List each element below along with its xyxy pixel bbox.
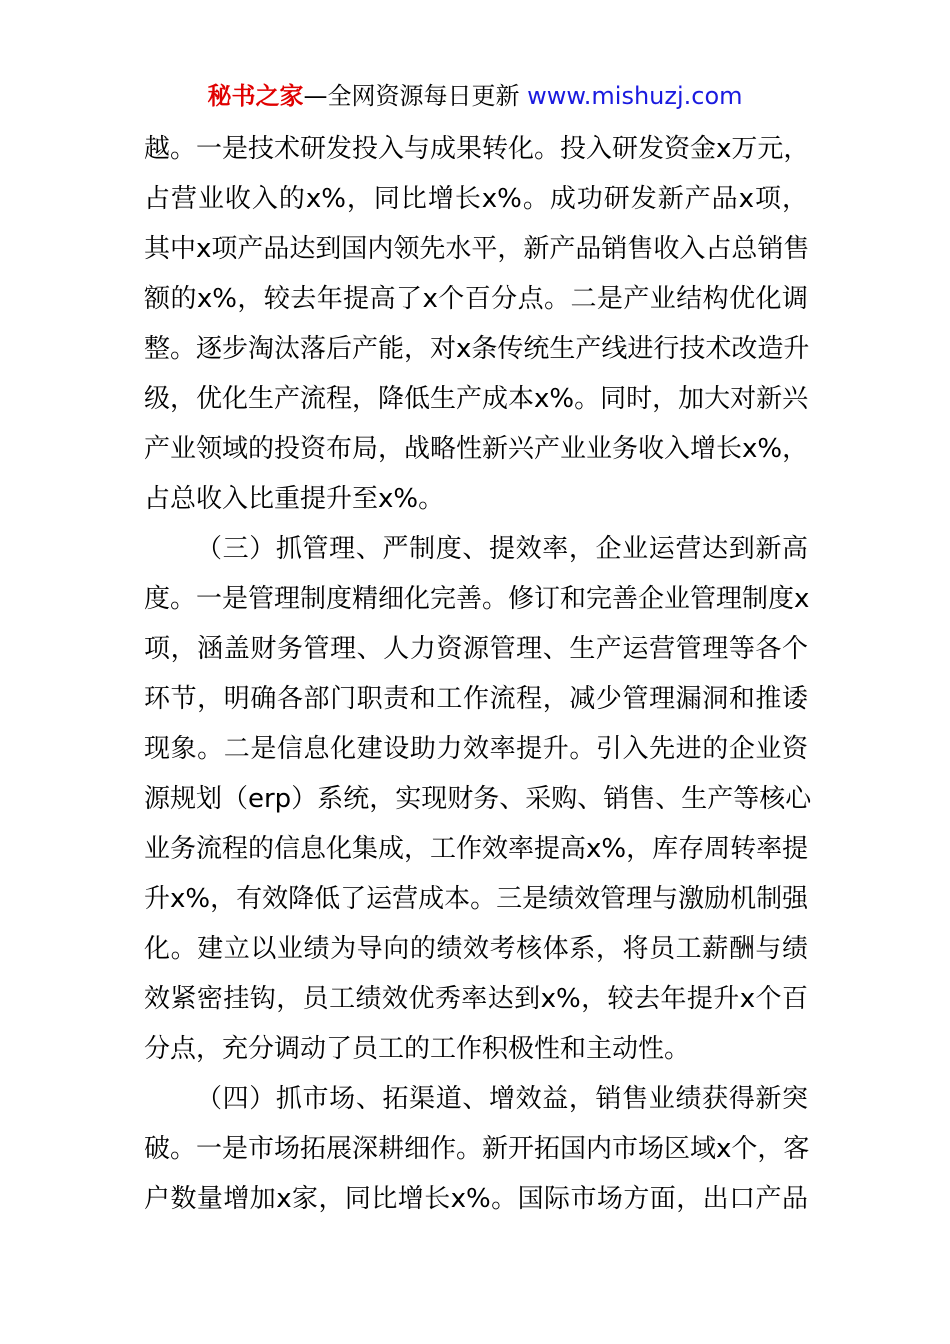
text-line: 效紧密挂钩，员工绩效优秀率达到x%，较去年提升x个百 (144, 984, 808, 1014)
text-line: 业务流程的信息化集成，工作效率提高x%，库存周转率提 (144, 834, 809, 864)
text-line: 分点，充分调动了员工的工作积极性和主动性。 (144, 1034, 691, 1064)
text-line: 化。建立以业绩为导向的绩效考核体系，将员工薪酬与绩 (144, 934, 808, 964)
page-header (0, 78, 950, 114)
text-line: 项，涵盖财务管理、人力资源管理、生产运营管理等各个 (144, 634, 808, 664)
header-tagline: —全网资源每日更新 (303, 82, 528, 110)
text-line: 整。逐步淘汰落后产能，对x条传统生产线进行技术改造升 (144, 334, 810, 364)
section-heading-line: （三）抓管理、严制度、提效率，企业运营达到新高 (196, 534, 808, 564)
text-line: 其中x项产品达到国内领先水平，新产品销售收入占总销售 (144, 234, 810, 264)
text-line: 破。一是市场拓展深耕细作。新开拓国内市场区域x个，客 (144, 1134, 810, 1164)
text-line: 现象。二是信息化建设助力效率提升。引入先进的企业资 (144, 734, 808, 764)
text-line: 环节，明确各部门职责和工作流程，减少管理漏洞和推诿 (144, 684, 808, 714)
document-body (144, 124, 812, 1224)
header-brand: 秘书之家 (207, 82, 304, 110)
text-line: 越。一是技术研发投入与成果转化。投入研发资金x万元， (144, 134, 810, 164)
text-line: 占营业收入的x%，同比增长x%。成功研发新产品x项， (144, 184, 808, 214)
text-line: 额的x%，较去年提高了x个百分点。二是产业结构优化调 (144, 284, 808, 314)
text-line: 户数量增加x家，同比增长x%。国际市场方面，出口产品 (144, 1184, 808, 1214)
text-line: 度。一是管理制度精细化完善。修订和完善企业管理制度x (144, 584, 810, 614)
header-url[interactable]: www.mishuzj.com (527, 82, 743, 110)
text-line: 源规划（erp）系统，实现财务、采购、销售、生产等核心 (144, 784, 812, 814)
text-line: 升x%，有效降低了运营成本。三是绩效管理与激励机制强 (144, 884, 809, 914)
text-line: 产业领域的投资布局，战略性新兴产业业务收入增长x%， (144, 434, 809, 464)
section-heading-line: （四）抓市场、拓渠道、增效益，销售业绩获得新突 (196, 1084, 808, 1114)
text-line: 占总收入比重提升至x%。 (144, 484, 445, 514)
text-line: 级，优化生产流程，降低生产成本x%。同时，加大对新兴 (144, 384, 809, 414)
